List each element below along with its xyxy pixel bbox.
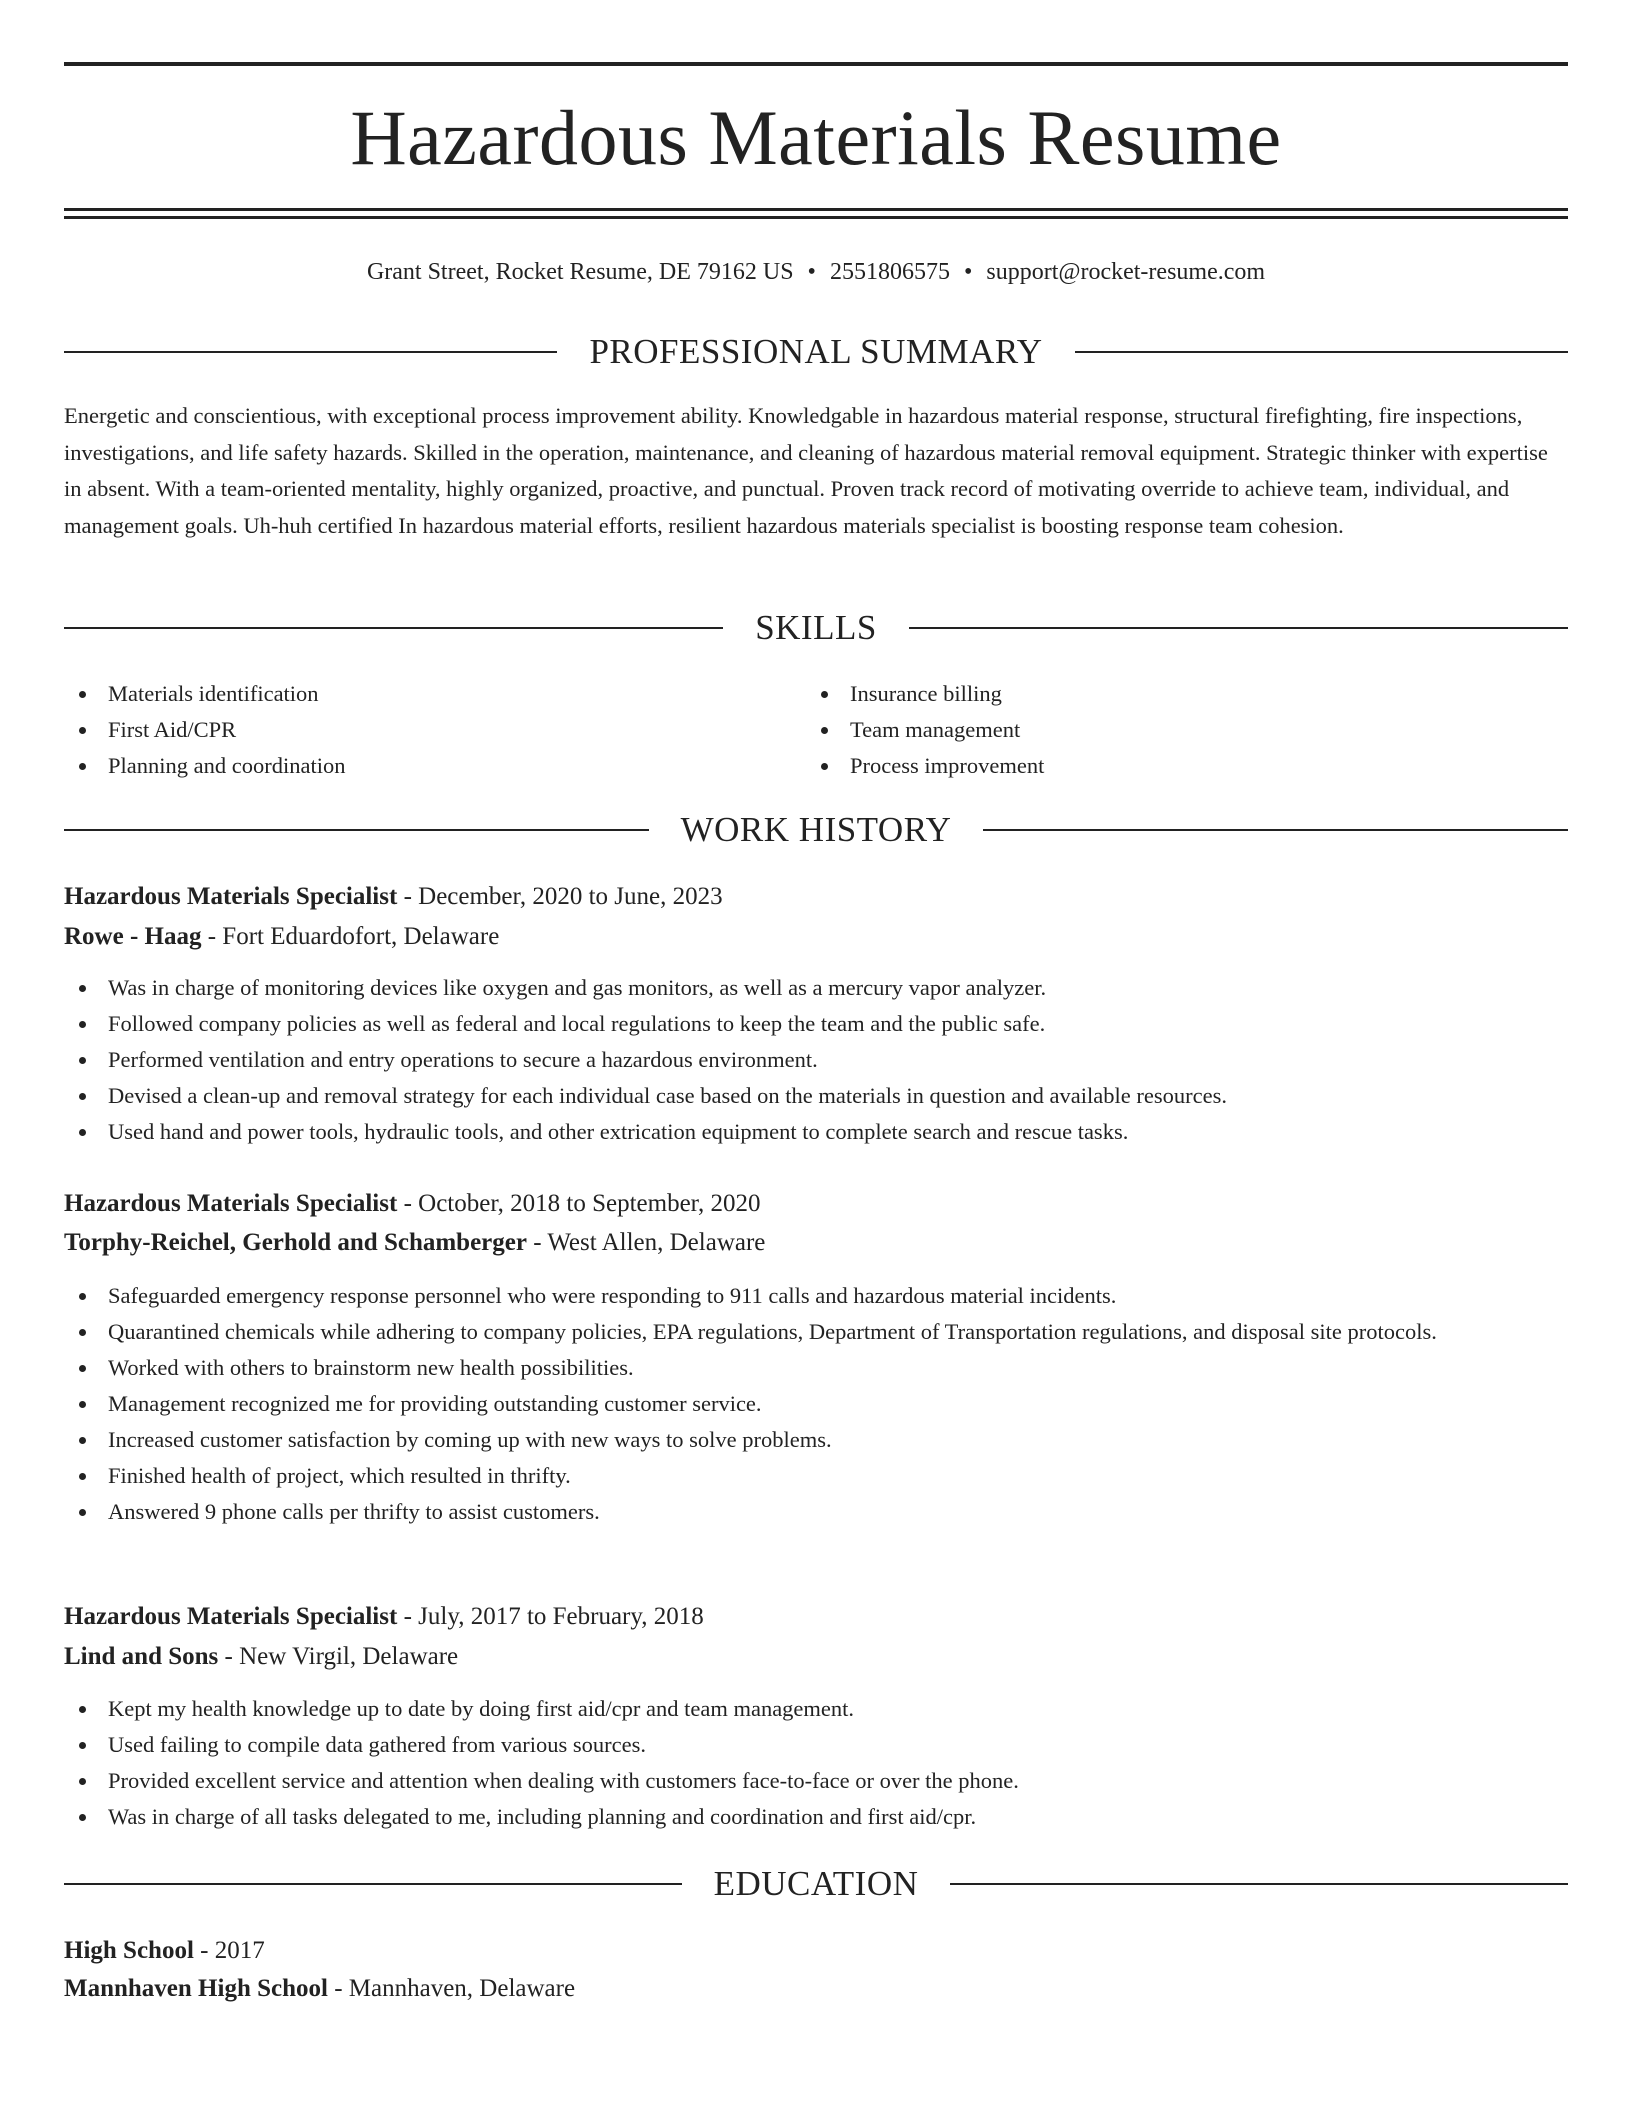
job-company-line	[64, 918, 1568, 956]
job-duty: Increased customer satisfaction by coming up with new ways to solve problems.	[64, 1422, 1568, 1458]
section-rule-left	[64, 627, 723, 629]
section-rule-right	[1075, 351, 1568, 353]
section-rule-left	[64, 351, 557, 353]
section-header-summary	[64, 330, 1568, 374]
section-rule-left	[64, 829, 649, 831]
contact-email: support@rocket-resume.com	[986, 259, 1266, 285]
education-school-line	[64, 1970, 1568, 2008]
job-duty: Performed ventilation and entry operations to secure a hazardous environment.	[64, 1042, 1568, 1078]
skill-item: Materials identification	[64, 676, 806, 712]
job-duty: Provided excellent service and attention when dealing with customers face-to-face or over the phone.	[64, 1763, 1568, 1799]
section-title-summary: PROFESSIONAL SUMMARY	[589, 332, 1043, 371]
section-rule-right	[950, 1883, 1568, 1885]
job-duty: Worked with others to brainstorm new health possibilities.	[64, 1350, 1568, 1386]
skill-item: Process improvement	[806, 748, 1548, 784]
job-duty: Management recognized me for providing outstanding customer service.	[64, 1386, 1568, 1422]
skill-item: First Aid/CPR	[64, 712, 806, 748]
job-dates: - December, 2020 to June, 2023	[397, 883, 723, 910]
job-location: - Fort Eduardofort, Delaware	[201, 923, 500, 950]
job-title-line	[64, 1185, 1568, 1223]
job-company-line	[64, 1224, 1568, 1262]
education-degree: High School	[64, 1937, 194, 1964]
job-title: Hazardous Materials Specialist	[64, 883, 398, 910]
section-header-work	[64, 808, 1568, 852]
contact-line	[64, 254, 1568, 290]
resume-title: Hazardous Materials Resume	[350, 94, 1282, 181]
job-company-line	[64, 1638, 1568, 1676]
job-company: Lind and Sons	[64, 1643, 219, 1670]
skill-item: Planning and coordination	[64, 748, 806, 784]
section-title-work: WORK HISTORY	[680, 810, 952, 849]
contact-separator: •	[807, 259, 816, 285]
job-dates: - July, 2017 to February, 2018	[397, 1603, 704, 1630]
job-title: Hazardous Materials Specialist	[64, 1190, 398, 1217]
job-location: - West Allen, Delaware	[526, 1229, 766, 1256]
job-duty: Was in charge of monitoring devices like oxygen and gas monitors, as well as a mercury vapor analyzer.	[64, 970, 1568, 1006]
job-duty: Used hand and power tools, hydraulic tools, and other extrication equipment to complete search and rescue tasks.	[64, 1114, 1568, 1150]
job-duty: Used failing to compile data gathered from various sources.	[64, 1727, 1568, 1763]
job-title-line	[64, 878, 1568, 916]
job-location: - New Virgil, Delaware	[218, 1643, 459, 1670]
job-duty: Safeguarded emergency response personnel who were responding to 911 calls and hazardous material incidents.	[64, 1278, 1568, 1314]
job-duty: Followed company policies as well as federal and local regulations to keep the team and the public safe.	[64, 1006, 1568, 1042]
job-dates: - October, 2018 to September, 2020	[397, 1190, 761, 1217]
job-duty: Finished health of project, which resulted in thrifty.	[64, 1458, 1568, 1494]
job-duty: Devised a clean-up and removal strategy for each individual case based on the materials in question and available resources.	[64, 1078, 1568, 1114]
section-rule-left	[64, 1883, 682, 1885]
skills-grid	[64, 676, 1568, 784]
job-duty: Quarantined chemicals while adhering to company policies, EPA regulations, Department of Transportation regulations, and disposal site protocols.	[64, 1314, 1568, 1350]
job-duties-list	[64, 970, 1568, 1150]
section-header-education	[64, 1862, 1568, 1906]
contact-phone: 2551806575	[829, 259, 950, 285]
section-rule-right	[909, 627, 1568, 629]
job-title-line	[64, 1598, 1568, 1636]
education-school: Mannhaven High School	[64, 1975, 328, 2002]
job-title: Hazardous Materials Specialist	[64, 1603, 398, 1630]
section-title-education: EDUCATION	[713, 1864, 919, 1903]
job-duty: Was in charge of all tasks delegated to me, including planning and coordination and first aid/cpr.	[64, 1799, 1568, 1835]
section-rule-right	[983, 829, 1568, 831]
skill-item: Insurance billing	[806, 676, 1548, 712]
job-company: Torphy-Reichel, Gerhold and Schamberger	[64, 1229, 527, 1256]
contact-address: Grant Street, Rocket Resume, DE 79162 US	[366, 259, 794, 285]
section-header-skills	[64, 606, 1568, 650]
skills-column-right	[806, 676, 1548, 784]
education-year: - 2017	[193, 1937, 265, 1964]
section-title-skills: SKILLS	[755, 608, 877, 647]
job-duties-list	[64, 1691, 1568, 1835]
job-duty: Answered 9 phone calls per thrifty to assist customers.	[64, 1494, 1568, 1530]
contact-separator: •	[963, 259, 973, 285]
header-double-rule-lower	[64, 216, 1568, 219]
education-degree-line	[64, 1932, 1568, 1970]
skill-item: Team management	[806, 712, 1548, 748]
job-company: Rowe - Haag	[64, 923, 202, 950]
summary-paragraph: Energetic and conscientious, with exceptional process improvement ability. Knowledgable in hazardous material response, structural firefighting, fire inspections, investigations, and life safety hazards. Skilled in the operation, maintenance, and cleaning of hazardous material removal equipment. Strategic thinker with expertise in absent. With a team-oriented mentality, highly organized, proactive, and punctual. Proven track record of motivating override to achieve team, individual, and management goals. Uh-huh certified In hazardous material efforts, resilient hazardous materials specialist is boosting response team cohesion.	[64, 403, 1548, 538]
job-duties-list	[64, 1278, 1568, 1530]
header-top-rule	[64, 62, 1568, 66]
job-duty: Kept my health knowledge up to date by doing first aid/cpr and team management.	[64, 1691, 1568, 1727]
education-location: - Mannhaven, Delaware	[327, 1975, 576, 2002]
skills-column-left	[64, 676, 806, 784]
header-double-rule-upper	[64, 208, 1568, 211]
